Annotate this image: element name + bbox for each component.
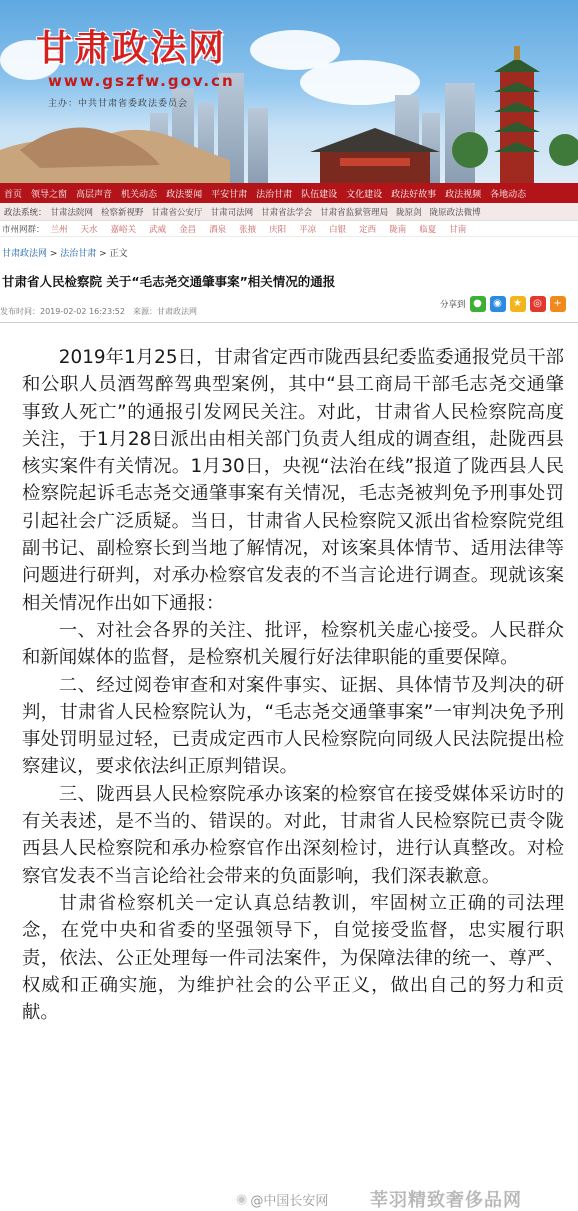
main-nav-item[interactable]: 平安甘肃 [211, 189, 248, 200]
weibo-icon[interactable]: ◎ [530, 296, 546, 312]
article-body [22, 344, 564, 1026]
main-nav-item[interactable]: 政法要闻 [166, 189, 203, 200]
wechat-icon[interactable]: ● [470, 296, 486, 312]
tree-decoration [549, 134, 578, 166]
main-nav-item[interactable]: 各地动态 [490, 189, 527, 200]
weibo-handle: @中国长安网 [250, 1194, 329, 1209]
article-paragraph: 二、经过阅卷审查和对案件事实、证据、具体情节及判决的研判，甘肃省人民检察院认为，“毛志尧交通肇事案”一审判决免予刑事处罚明显过轻，已责成定西市人民检察院向同级人民法院提出检察建议，要求依法纠正原判错误。 [22, 674, 564, 778]
site-host: 主办：中共甘肃省委政法委员会 [48, 99, 189, 109]
city-nav-item[interactable]: 定西 [359, 224, 377, 235]
breadcrumb-section-link[interactable]: 法治甘肃 [60, 249, 97, 259]
main-nav-item[interactable]: 政法好故事 [391, 189, 437, 200]
breadcrumb-current: 正文 [109, 249, 128, 259]
article-paragraph: 三、陇西县人民检察院承办该案的检察官在接受媒体采访时的有关表述，是不当的、错误的。对此，甘肃省人民检察院已责令陇西县人民检察院和承办检察官作出深刻检讨，进行认真整改。对检察官发表不当言论给社会带来的负面影响，我们深表歉意。 [22, 783, 564, 887]
city-nav-item[interactable]: 白银 [329, 224, 347, 235]
system-nav-item[interactable]: 陇原剑 [396, 207, 422, 218]
system-nav-item[interactable]: 甘肃省公安厅 [151, 207, 203, 218]
watermark: 莘羽精致奢侈品网 [370, 1190, 522, 1211]
main-nav-item[interactable]: 高层声音 [76, 189, 113, 200]
site-title: 甘肃政法网 [36, 27, 227, 69]
share-label: 分享到 [440, 300, 466, 310]
city-nav-item[interactable]: 天水 [80, 224, 98, 235]
gate-beam [340, 158, 410, 166]
city-nav-item[interactable]: 金昌 [179, 224, 197, 235]
site-banner [0, 0, 578, 183]
system-nav-item[interactable]: 甘肃司法网 [210, 207, 254, 218]
main-nav [0, 183, 578, 203]
city-nav-item[interactable]: 嘉峪关 [110, 224, 137, 235]
system-nav-item[interactable]: 陇原政法微博 [429, 207, 481, 218]
pagoda-tower [494, 46, 540, 183]
city-nav-item[interactable]: 兰州 [50, 224, 68, 235]
city-nav-item[interactable]: 陇南 [389, 224, 407, 235]
qq-icon[interactable]: ◉ [490, 296, 506, 312]
gate-roof [310, 128, 440, 152]
city-nav-item[interactable]: 临夏 [419, 224, 437, 235]
main-nav-item[interactable]: 领导之窗 [31, 189, 68, 200]
system-nav-item[interactable]: 甘肃省监狱管理局 [320, 207, 389, 218]
article-meta: 发布时间：2019-02-02 16:23:52 来源：甘肃政法网 [0, 307, 197, 316]
main-nav-item[interactable]: 机关动态 [121, 189, 158, 200]
system-nav-item[interactable]: 甘肃法院网 [50, 207, 94, 218]
breadcrumb-home-link[interactable]: 甘肃政法网 [2, 249, 48, 259]
city-nav-item[interactable]: 武威 [149, 224, 167, 235]
main-nav-item[interactable]: 队伍建设 [301, 189, 338, 200]
system-nav-item[interactable]: 检察新视野 [101, 207, 144, 218]
city-nav-item[interactable]: 酒泉 [209, 224, 227, 235]
more-icon[interactable]: + [550, 296, 566, 312]
city-nav-item[interactable]: 平凉 [299, 224, 317, 235]
main-nav-item[interactable]: 政法视频 [445, 189, 482, 200]
article-title: 甘肃省人民检察院 关于“毛志尧交通肇事案”相关情况的通报 [2, 274, 336, 289]
weibo-logo-icon: ◉ [236, 1192, 248, 1207]
system-nav [0, 203, 578, 221]
article-paragraph: 2019年1月25日，甘肃省定西市陇西县纪委监委通报党员干部和公职人员酒驾醉驾典型案例，其中“县工商局干部毛志尧交通肇事致人死亡”的通报引发网民关注。对此，甘肃省人民检察院高度关注，于1月28日派出由相关部门负责人组成的调查组，赴陇西县核实案件有关情况。1月30日，央视“法治在线”报道了陇西县人民检察院起诉毛志尧交通肇事案有关情况，毛志尧被判免予刑事处罚引起社会广泛质疑。当日，甘肃省人民检察院又派出省检察院党组副书记、副检察长到当地了解情况，对该案具体情节、适用法律等问题进行研判，对承办检察官发表的不当言论进行调查。现就该案相关情况作出如下通报： [22, 347, 564, 614]
system-nav-label: 政法系统： [4, 207, 47, 218]
site-url: www.gszfw.gov.cn [48, 72, 235, 90]
system-nav-item[interactable]: 甘肃省法学会 [261, 207, 313, 218]
breadcrumb [2, 246, 128, 259]
city-nav [0, 221, 578, 237]
breadcrumb-separator: > [47, 249, 61, 259]
tree-decoration [452, 132, 488, 168]
share-bar [440, 296, 570, 312]
weibo-credit [236, 1190, 328, 1209]
city-nav-item[interactable]: 庆阳 [269, 224, 287, 235]
city-nav-label: 市州网群： [2, 224, 45, 235]
city-nav-item[interactable]: 张掖 [239, 224, 257, 235]
main-nav-item[interactable]: 首页 [4, 189, 23, 200]
article-paragraph: 一、对社会各界的关注、批评，检察机关虚心接受。人民群众和新闻媒体的监督，是检察机关履行好法律职能的重要保障。 [22, 619, 564, 669]
city-nav-item[interactable]: 甘南 [449, 224, 467, 235]
qzone-icon[interactable]: ★ [510, 296, 526, 312]
main-nav-item[interactable]: 法治甘肃 [256, 189, 293, 200]
main-nav-item[interactable]: 文化建设 [346, 189, 383, 200]
breadcrumb-separator: > [96, 249, 110, 259]
divider [0, 322, 578, 323]
article-paragraph: 甘肃省检察机关一定认真总结教训，牢固树立正确的司法理念，在党中央和省委的坚强领导下，自觉接受监督，忠实履行职责，依法、公正处理每一件司法案件，为保障法律的统一、尊严、权威和正确实施，为维护社会的公平正义，做出自己的努力和贡献。 [22, 892, 564, 1024]
city-gate [320, 150, 430, 183]
